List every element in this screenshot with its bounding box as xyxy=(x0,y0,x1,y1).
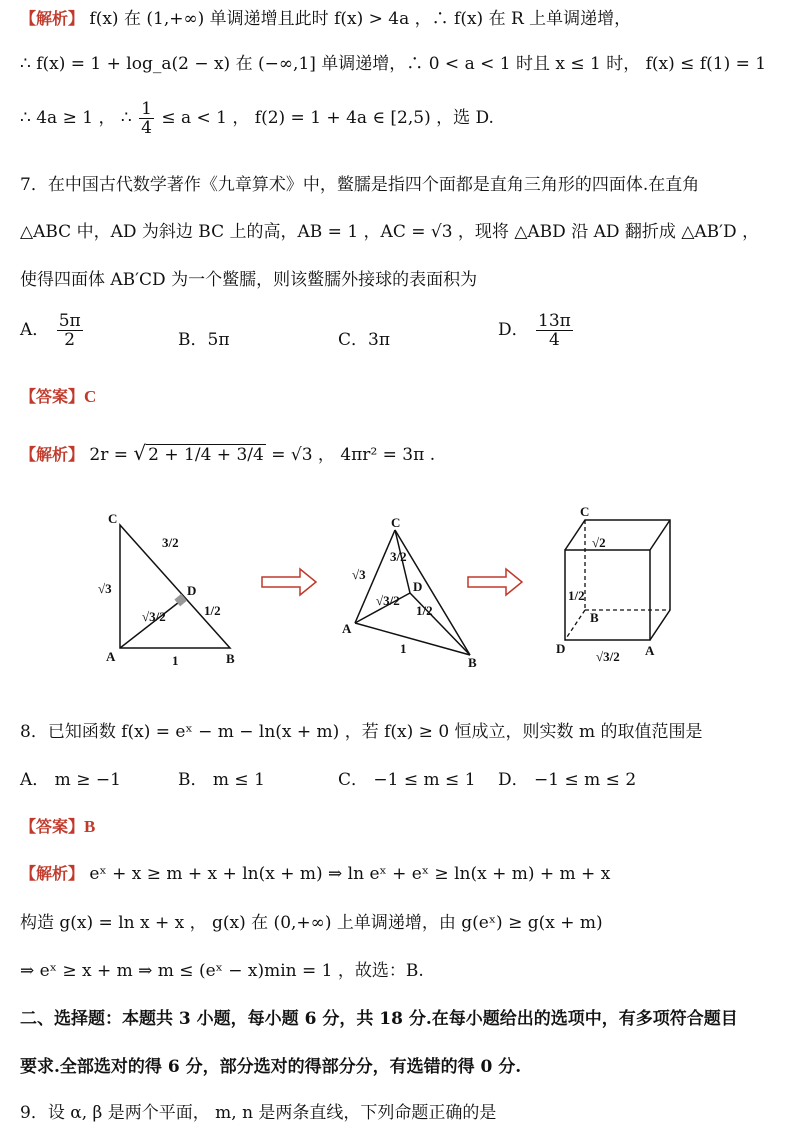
q7-option-d: D． $\frac{13\pi}{4}$ xyxy=(498,311,571,350)
q7-option-c: C．3π xyxy=(338,330,391,350)
q6-analysis-line2: ∴ f(x) = 1 + log_a(2 − x) 在 (−∞,1] 单调递增，∴ 0 < a < 1 时且 x ≤ 1 时， f(x) ≤ f(1) = 1 xyxy=(20,54,767,74)
analysis-tag: 【解析】 xyxy=(20,9,85,28)
svg-text:3/2: 3/2 xyxy=(390,549,407,564)
svg-text:D: D xyxy=(187,583,197,598)
svg-text:B: B xyxy=(590,610,599,625)
q8-answer: 【答案】B xyxy=(20,817,96,836)
sqrt-expression: 2 + 1/4 + 3/4 xyxy=(148,445,264,465)
svg-text:√2: √2 xyxy=(592,535,606,550)
svg-text:√3/2: √3/2 xyxy=(376,593,400,608)
svg-text:√3: √3 xyxy=(98,581,112,596)
figure-right-triangle xyxy=(98,511,235,668)
svg-text:3/2: 3/2 xyxy=(162,535,179,550)
svg-text:B: B xyxy=(226,651,235,666)
q7-stem-line3: 使得四面体 AB′CD 为一个鳖臑，则该鳖臑外接球的表面积为 xyxy=(20,270,478,290)
svg-text:1/2: 1/2 xyxy=(568,588,585,603)
section2-heading-line2: 要求.全部选对的得 6 分，部分选对的得部分分，有选错的得 0 分. xyxy=(20,1057,522,1077)
q8-option-b: B． m ≤ 1 xyxy=(178,770,265,790)
svg-text:C: C xyxy=(391,515,401,530)
q8-analysis-line3: ⇒ eˣ ≥ x + m ⇒ m ≤ (eˣ − x)min = 1 ，故选：B. xyxy=(20,961,424,981)
q8-answer-value: B xyxy=(84,817,96,836)
q8-stem: 8．已知函数 f(x) = eˣ − m − ln(x + m) ，若 f(x) ≥ 0 恒成立，则实数 m 的取值范围是 xyxy=(20,722,703,742)
svg-text:√3: √3 xyxy=(352,567,366,582)
q8-analysis-line2: 构造 g(x) = ln x + x ， g(x) 在 (0,+∞) 上单调递增，由 g(eˣ) ≥ g(x + m) xyxy=(20,913,603,933)
q7-option-b: B．5π xyxy=(178,330,230,350)
svg-text:C: C xyxy=(108,511,118,526)
q8-analysis-line1: 【解析】 eˣ + x ≥ m + x + ln(x + m) ⇒ ln eˣ + eˣ ≥ ln(x + m) + m + x xyxy=(20,864,611,884)
q6-analysis-line1 xyxy=(20,4,631,29)
q7-analysis: 【解析】 2r = √ 2 + 1/4 + 3/4 = √3 ， 4πr² = 3π . xyxy=(20,441,436,465)
q7-stem-line1: 7．在中国古代数学著作《九章算术》中，鳖臑是指四个面都是直角三角形的四面体.在直角 xyxy=(20,175,700,195)
svg-text:√3/2: √3/2 xyxy=(142,609,166,624)
q8-option-d: D． −1 ≤ m ≤ 2 xyxy=(498,770,637,790)
q7-option-a: A． $\frac{5\pi}{2}$ xyxy=(20,311,81,350)
figure-tetrahedron xyxy=(342,515,477,670)
q8-option-a: A． m ≥ −1 xyxy=(20,770,121,790)
svg-text:B: B xyxy=(468,655,477,670)
svg-text:√3/2: √3/2 xyxy=(596,649,620,664)
arrow-right-icon-2 xyxy=(468,569,522,595)
arrow-right-icon-1 xyxy=(262,569,316,595)
svg-text:1/2: 1/2 xyxy=(416,603,433,618)
svg-text:A: A xyxy=(645,643,655,658)
svg-text:1: 1 xyxy=(400,641,407,656)
q9-stem: 9．设 α, β 是两个平面， m, n 是两条直线，下列命题正确的是 xyxy=(20,1103,497,1123)
fraction-one-quarter: $\frac{1}{4}$ xyxy=(141,99,152,138)
q6-analysis-line3: ∴ 4a ≥ 1 ， ∴ $\frac{1}{4}$ ≤ a < 1 ， f(2) = 1 + 4a ∈ [2,5) ，选 D. xyxy=(20,99,494,138)
q7-figures xyxy=(90,505,690,695)
svg-text:1: 1 xyxy=(172,653,179,668)
svg-text:A: A xyxy=(342,621,352,636)
q7-answer-value: C xyxy=(84,387,97,406)
svg-text:1/2: 1/2 xyxy=(204,603,221,618)
q8-option-c: C． −1 ≤ m ≤ 1 xyxy=(338,770,476,790)
q7-stem-line2: △ABC 中，AD 为斜边 BC 上的高，AB = 1 ，AC = √3 ，现将 △ABD 沿 AD 翻折成 △AB′D ， xyxy=(20,222,760,242)
q7-answer: 【答案】C xyxy=(20,387,97,406)
figure-cuboid xyxy=(556,505,670,664)
svg-text:D: D xyxy=(413,579,423,594)
svg-text:A: A xyxy=(106,649,116,664)
q6-analysis-text1: f(x) 在 (1,+∞) 单调递增且此时 f(x) > 4a ，∴ f(x) 在 R 上单调递增， xyxy=(89,9,632,29)
svg-text:D: D xyxy=(556,641,566,656)
section2-heading-line1: 二、选择题：本题共 3 小题，每小题 6 分，共 18 分.在每小题给出的选项中，有多项符合题目 xyxy=(20,1009,738,1029)
svg-text:C: C xyxy=(580,505,590,519)
